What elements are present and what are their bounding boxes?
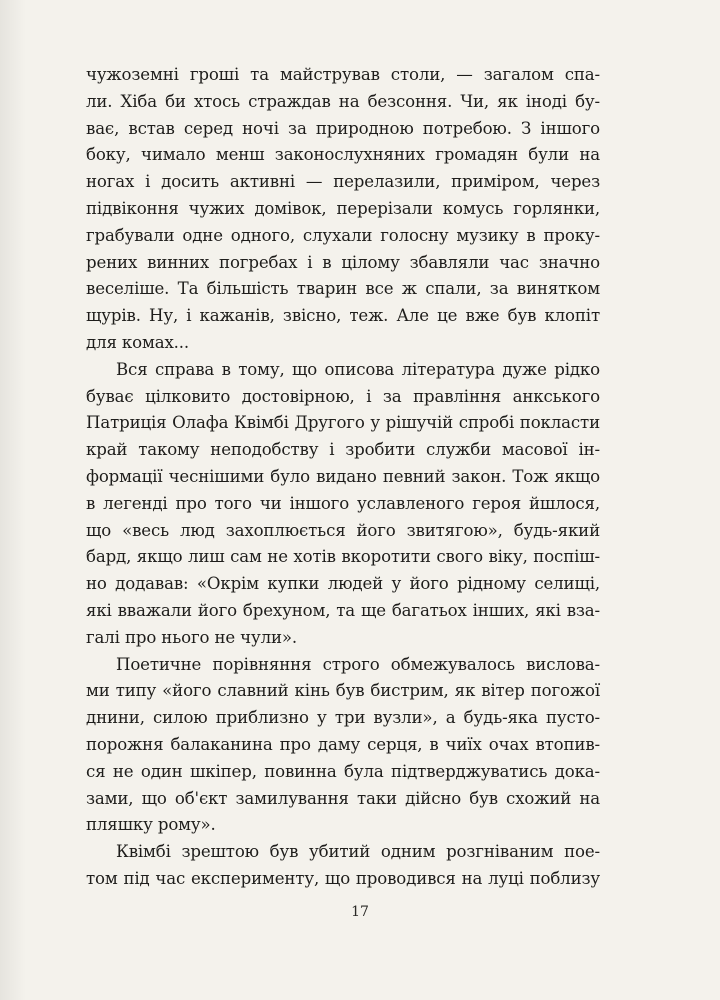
text-line: грабували одне одного, слухали голосну музику в проку- bbox=[86, 225, 600, 245]
text-line: чужоземні гроші та майстрував столи, — загалом спа- bbox=[86, 65, 600, 84]
paragraph bbox=[86, 62, 600, 357]
text-line: Поетичне порівняння строго обмежувалось вислова- bbox=[116, 654, 600, 674]
text-line: буває цілковито достовірною, і за правління анкського bbox=[86, 386, 600, 406]
text-line: боку, чимало менш законослухняних громадян були на bbox=[86, 145, 600, 165]
page-number: 17 bbox=[351, 904, 369, 920]
text-line: пляшку рому». bbox=[86, 815, 216, 835]
text-line: но додавав: «Окрім купки людей у його рідному селищі, bbox=[86, 574, 600, 594]
text-line: Патриція Олафа Квімбі Другого у рішучій спробі покласти bbox=[86, 413, 600, 433]
text-line: веселіше. Та більшість тварин все ж спали, за винятком bbox=[86, 279, 600, 299]
page-text-block bbox=[86, 62, 600, 888]
text-line: в легенді про того чи іншого уславленого героя йшлося, bbox=[86, 493, 600, 513]
text-line: галі про нього не чули». bbox=[86, 627, 298, 647]
text-line: підвіконня чужих домівок, перерізали комусь горлянки, bbox=[86, 198, 600, 218]
paragraph bbox=[86, 839, 600, 893]
text-line: порожня балаканина про даму серця, в чиїх очах втопив- bbox=[86, 734, 600, 754]
paragraph bbox=[86, 652, 600, 840]
paragraph bbox=[86, 357, 600, 652]
text-line: формації чеснішими було видано певний закон. Тож якщо bbox=[86, 466, 600, 486]
page-edge-shadow bbox=[0, 0, 26, 1000]
text-line: для комах... bbox=[86, 332, 190, 352]
text-line: щурів. Ну, і кажанів, звісно, теж. Але це вже був клопіт bbox=[86, 306, 600, 326]
text-line: бард, якщо лиш сам не хотів вкоротити свого віку, поспіш- bbox=[86, 547, 600, 567]
text-line: ногах і досить активні — перелазили, приміром, через bbox=[86, 172, 600, 192]
text-line: ся не один шкіпер, повинна була підтверджуватись дока- bbox=[86, 761, 600, 781]
text-line: ли. Хіба би хтось страждав на безсоння. Чи, як іноді бу- bbox=[86, 91, 600, 111]
text-line: ми типу «його славний кінь був бистрим, як вітер погожої bbox=[86, 681, 600, 701]
text-line: край такому неподобству і зробити служби масової ін- bbox=[86, 440, 600, 460]
text-line: Квімбі зрештою був убитий одним розгніваним пое- bbox=[116, 842, 600, 862]
text-line: рених винних погребах і в цілому збавляли час значно bbox=[86, 252, 600, 272]
text-line: ває, встав серед ночі за природною потребою. З іншого bbox=[86, 118, 600, 138]
text-line: Вся справа в тому, що описова література дуже рідко bbox=[116, 359, 600, 379]
text-line: днини, силою приблизно у три вузли», а будь-яка пусто- bbox=[86, 708, 600, 728]
text-line: які вважали його брехуном, та ще багатьох інших, які вза- bbox=[86, 600, 600, 620]
text-line: том під час експерименту, що проводився на луці поблизу bbox=[86, 868, 600, 888]
text-line: зами, що об'єкт замилування таки дійсно був схожий на bbox=[86, 788, 600, 808]
text-line: що «весь люд захоплюється його звитягою», будь-який bbox=[86, 520, 600, 540]
